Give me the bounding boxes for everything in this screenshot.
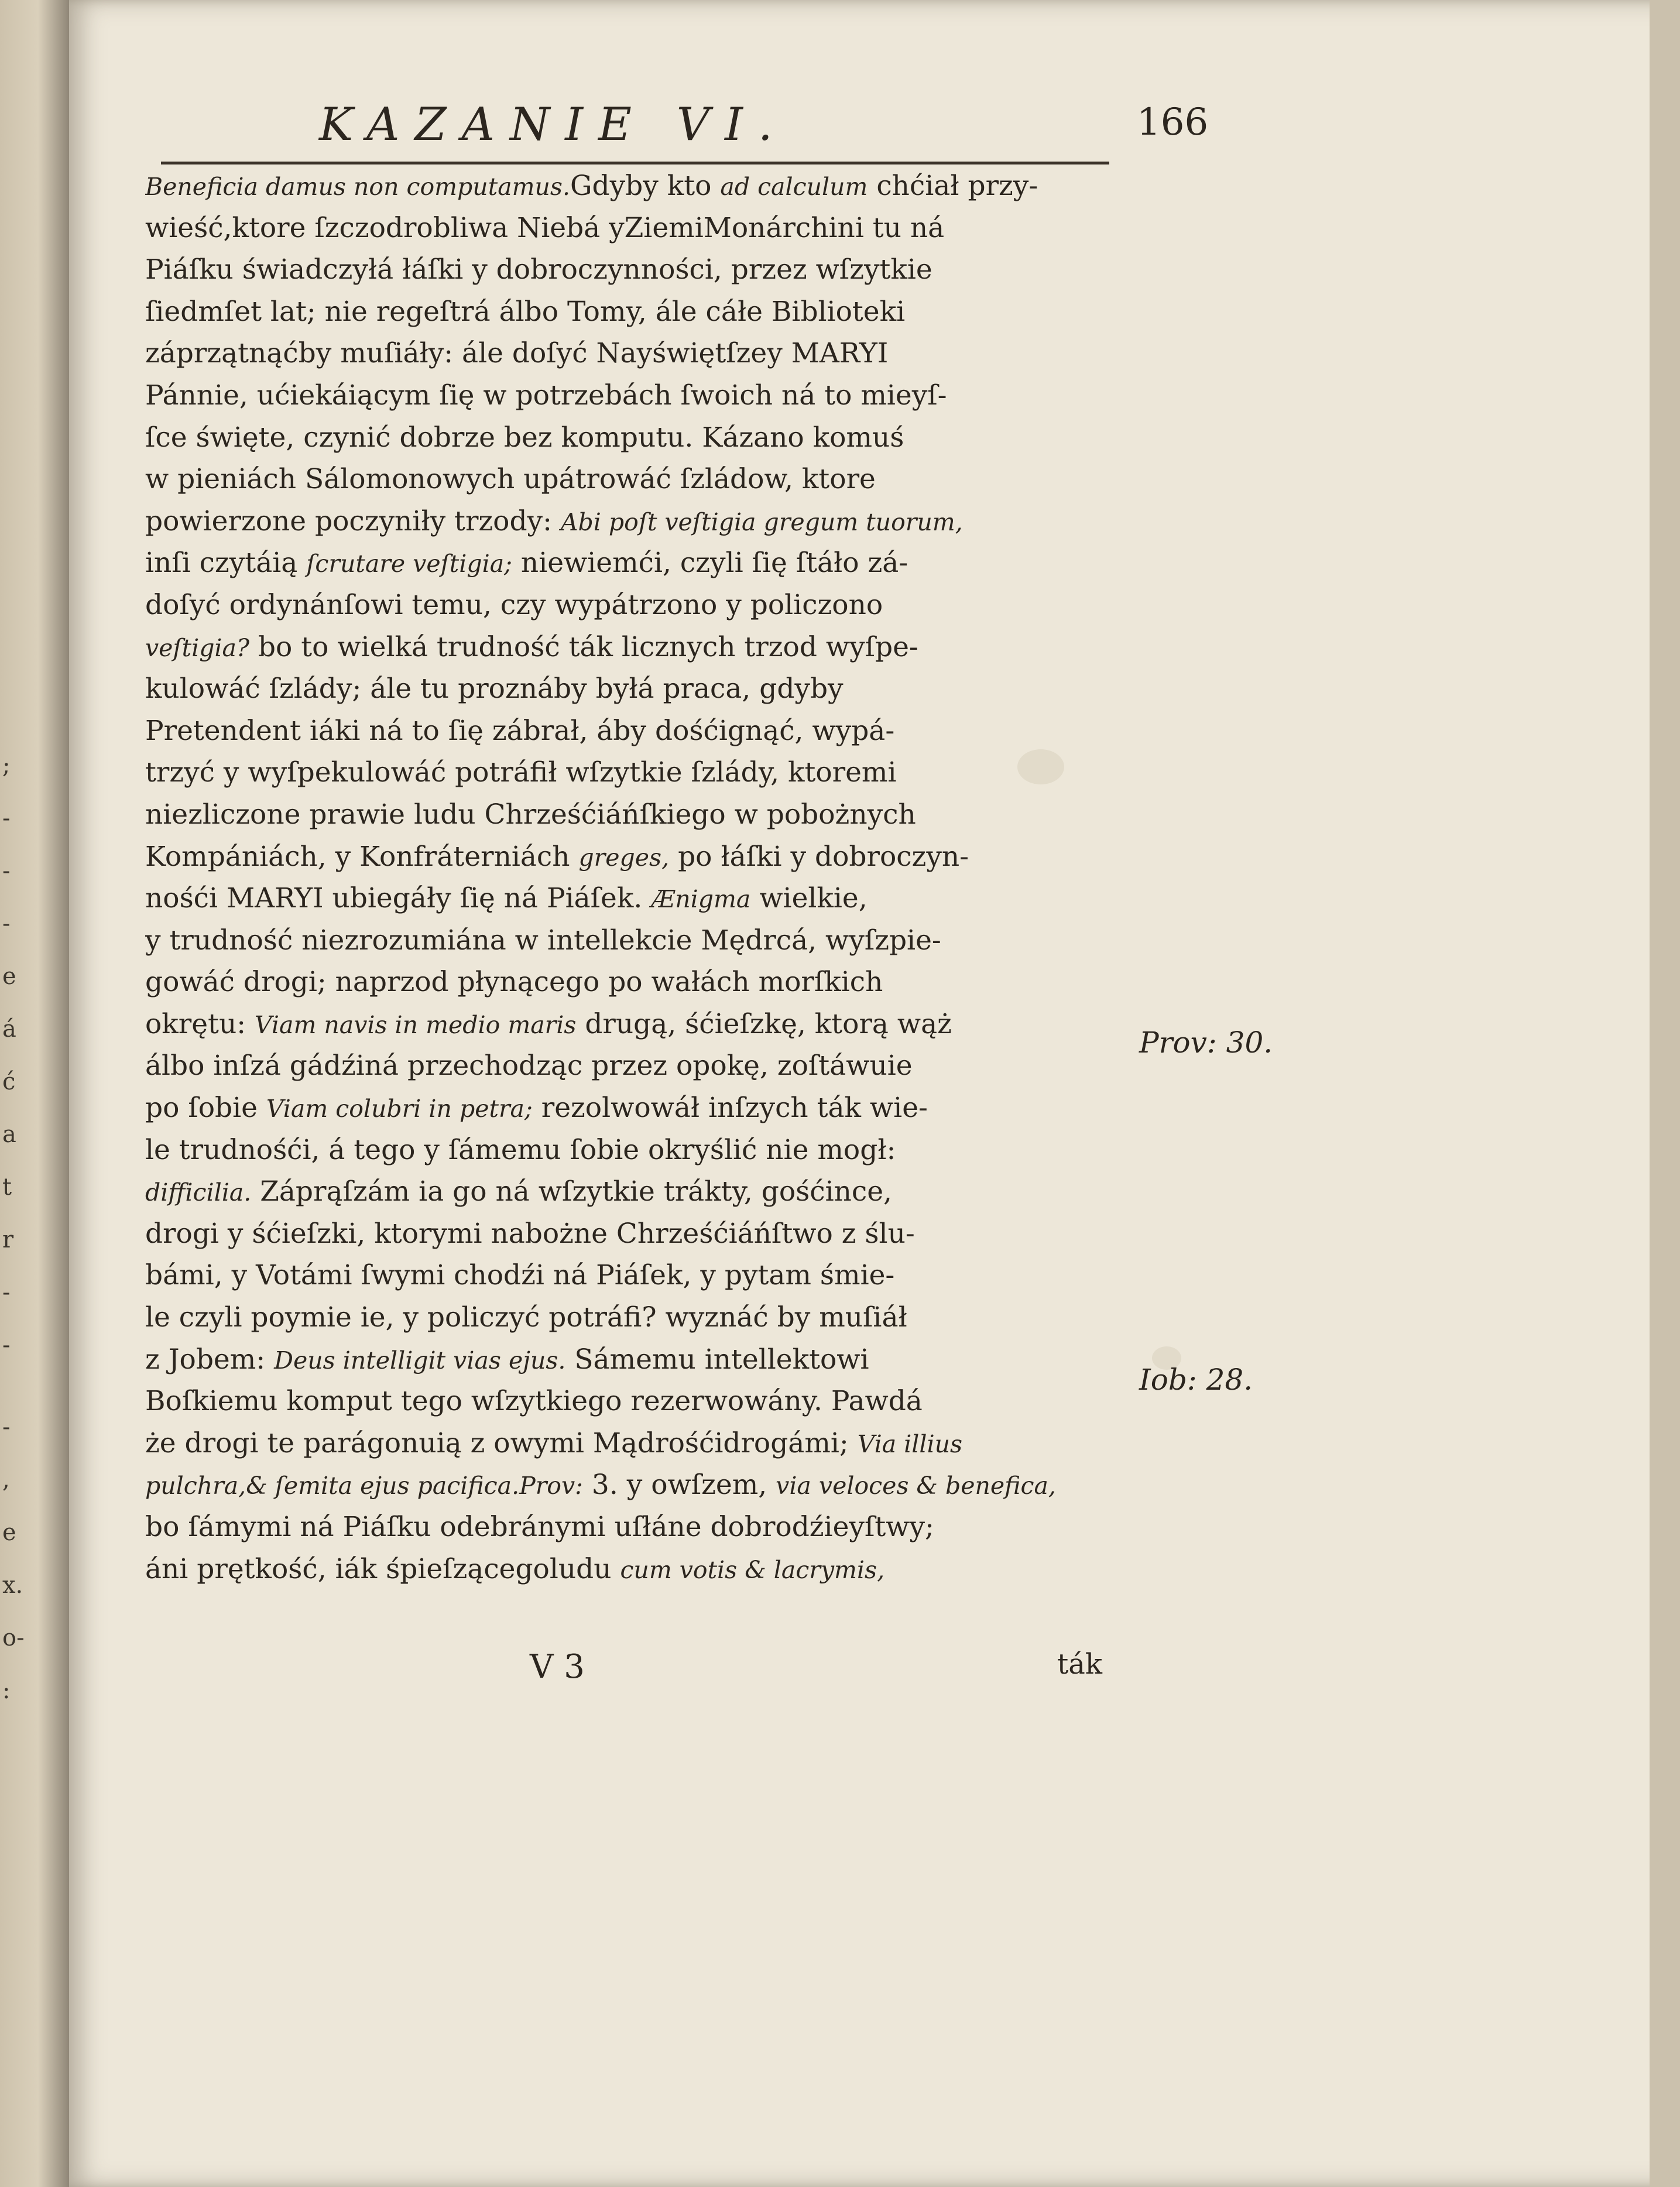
gutter-mark: t: [2, 1174, 12, 1201]
text-line: [145, 1003, 1140, 1045]
catchword: ták: [1057, 1648, 1102, 1681]
text-line: [145, 1087, 1140, 1129]
text-line: [145, 332, 1140, 375]
gutter-mark: -: [2, 858, 11, 885]
gutter-mark: :: [2, 1677, 11, 1704]
text-line: [145, 458, 1140, 501]
latin-quote: via veloces & benefica,: [776, 1472, 1056, 1500]
page-edge: [1650, 0, 1680, 2187]
text-segment: le trudnośći, á tego y ſámemu ſobie okryślić nie mogł:: [145, 1133, 896, 1166]
gutter-mark: o-: [2, 1624, 25, 1651]
text-line: [145, 1129, 1140, 1171]
gutter-mark: -: [2, 805, 11, 832]
gutter-mark: ć: [2, 1068, 16, 1095]
gutter-mark: a: [2, 1121, 16, 1148]
latin-quote: Viam navis in medio maris: [255, 1010, 577, 1039]
text-line: [145, 710, 1140, 752]
text-line: [145, 1380, 1140, 1422]
gutter-mark: r: [2, 1226, 14, 1253]
text-segment: drogi y śćieſzki, ktorymi nabożne Chrześćiáńſtwo z ślu-: [145, 1217, 915, 1250]
text-line: [145, 626, 1140, 669]
text-segment: inſi czytáią: [145, 547, 307, 580]
latin-quote: cum votis & lacrymis,: [620, 1555, 885, 1584]
text-segment: rezolwowáł inſzych ták wie-: [532, 1092, 928, 1125]
text-line: [145, 1171, 1140, 1213]
text-segment: że drogi te parágonuią z owymi Mądrośćidrogámi;: [145, 1427, 858, 1459]
text-line: [145, 1213, 1140, 1255]
text-line: [145, 961, 1140, 1003]
text-segment: niezliczone prawie ludu Chrześćiáńſkiego w pobożnych: [145, 798, 916, 831]
gutter-mark: á: [2, 1016, 16, 1043]
gutter-marks: [0, 0, 23, 2187]
text-segment: wielkie,: [750, 882, 868, 915]
text-segment: Pretendent iáki ná to ſię zábrał, áby dośćignąć, wypá-: [145, 714, 895, 747]
text-segment: Piáſku świadczyłá łáſki y dobroczynności, przez wſzytkie: [145, 253, 932, 286]
latin-quote: greges,: [578, 843, 670, 872]
text-segment: okrętu:: [145, 1007, 255, 1040]
text-segment: y trudność niezrozumiána w intellekcie Mędrcá, wyſzpie-: [145, 924, 941, 957]
text-segment: Sámemu intellektowi: [565, 1343, 869, 1376]
text-segment: 3. y owſzem,: [582, 1469, 776, 1502]
latin-quote: Via illius: [857, 1430, 963, 1458]
gutter-mark: e: [2, 1519, 16, 1546]
header-rule: [161, 162, 1109, 164]
text-segment: trzyć y wyſpekulowáć potráfił wſzytkie ſzlády, ktoremi: [145, 756, 897, 789]
latin-quote: Beneficia damus non computamus.: [145, 173, 570, 201]
text-segment: záprzątnąćby muſiáły: ále doſyć Nayświętſzey MARYI: [145, 337, 889, 370]
latin-quote: ſcrutare veſtigia;: [306, 550, 512, 578]
text-line: [145, 1254, 1140, 1297]
running-head-title: KAZANIE VI.: [319, 98, 788, 151]
signature-mark: V 3: [530, 1648, 585, 1686]
gutter-mark: ,: [2, 1466, 10, 1493]
gutter-mark: -: [2, 1332, 11, 1359]
margin-note-prov: Prov: 30.: [1139, 1026, 1273, 1060]
text-line: [145, 877, 1140, 920]
text-segment: po ſobie: [145, 1092, 266, 1125]
text-segment: áni prętkość, iák śpieſzącegoludu: [145, 1552, 620, 1585]
latin-quote: difficilia.: [145, 1178, 252, 1207]
text-line: [145, 1297, 1140, 1339]
text-line: [145, 836, 1140, 878]
text-line: [145, 1339, 1140, 1381]
gutter-mark: x.: [2, 1572, 23, 1599]
latin-quote: Viam colubri in petra;: [266, 1095, 533, 1123]
text-segment: ſiedmſet lat; nie regeſtrá álbo Tomy, ále cáłe Biblioteki: [145, 295, 906, 328]
latin-quote: pulchra,& ſemita ejus pacifica.Prov:: [145, 1472, 583, 1500]
text-segment: powierzone poczyniły trzody:: [145, 505, 561, 537]
gutter-mark: -: [2, 1414, 11, 1441]
text-segment: drugą, śćieſzkę, ktorą wąż: [576, 1007, 952, 1040]
sermon-text: [145, 165, 1140, 1590]
text-line: [145, 752, 1140, 794]
text-segment: Gdyby kto: [570, 170, 721, 202]
page-number: 166: [1137, 101, 1209, 144]
gutter-mark: e: [2, 963, 16, 990]
text-segment: bo to wielká trudność ták licznych trzod wyſpe-: [249, 630, 918, 663]
text-segment: Kompániách, y Konfráterniách: [145, 840, 579, 873]
text-segment: po łáſki y dobroczyn-: [669, 840, 969, 873]
text-segment: z Jobem:: [145, 1343, 275, 1376]
text-segment: álbo inſzá gádźiná przechodząc przez opokę, zoſtáwuie: [145, 1050, 913, 1082]
text-line: [145, 501, 1140, 543]
text-segment: doſyć ordynánſowi temu, czy wypátrzono y policzono: [145, 588, 883, 621]
latin-quote: Deus intelligit vias ejus.: [274, 1346, 566, 1374]
text-line: [145, 417, 1140, 459]
text-segment: gowáć drogi; naprzod płynącego po wałách morſkich: [145, 966, 883, 999]
text-segment: niewiemći, czyli ſię ſtáło zá-: [512, 547, 908, 580]
text-line: [145, 1464, 1140, 1506]
margin-note-job: Iob: 28.: [1139, 1363, 1253, 1397]
text-line: [145, 584, 1140, 626]
text-line: [145, 794, 1140, 836]
text-line: [145, 249, 1140, 291]
gutter-mark: ;: [2, 752, 11, 779]
text-segment: le czyli poymie ie, y policzyć potráfi? wyznáć by muſiáł: [145, 1301, 907, 1334]
text-segment: Boſkiemu komput tego wſzytkiego rezerwowány. Pawdá: [145, 1385, 923, 1418]
text-segment: wieść,ktore ſzczodrobliwa Niebá yZiemiMonárchini tu ná: [145, 211, 945, 244]
text-line: [145, 291, 1140, 333]
text-line: [145, 542, 1140, 584]
text-segment: ſce święte, czynić dobrze bez komputu. Kázano komuś: [145, 421, 904, 454]
text-segment: nośći MARYI ubiegáły ſię ná Piáſek.: [145, 882, 652, 915]
gutter-mark: -: [2, 910, 11, 937]
text-line: [145, 165, 1140, 207]
text-line: [145, 1548, 1140, 1590]
text-segment: chćiał przy-: [868, 170, 1038, 202]
text-line: [145, 1422, 1140, 1465]
latin-quote: Abi poſt veſtigia gregum tuorum,: [560, 508, 963, 536]
latin-quote: veſtigia?: [145, 633, 249, 662]
text-segment: bámi, y Votámi ſwymi chodźi ná Piáſek, y pytam śmie-: [145, 1259, 895, 1292]
text-segment: w pieniách Sálomonowych upátrowáć ſzládow, ktore: [145, 463, 876, 496]
latin-quote: ad calculum: [720, 173, 868, 201]
latin-quote: Ænigma: [651, 885, 751, 914]
text-segment: bo ſámymi ná Piáſku odebránymi uſłáne dobrodźieyſtwy;: [145, 1511, 934, 1543]
text-segment: kulowáć ſzlády; ále tu proznáby byłá praca, gdyby: [145, 673, 844, 705]
text-line: [145, 1045, 1140, 1087]
text-line: [145, 375, 1140, 417]
text-segment: Pánnie, ućiekáiącym ſię w potrzebách ſwoich ná to mieyſ-: [145, 379, 947, 412]
text-line: [145, 920, 1140, 962]
text-line: [145, 668, 1140, 710]
text-line: [145, 1506, 1140, 1548]
text-line: [145, 207, 1140, 249]
text-segment: Záprąſzám ia go ná wſzytkie trákty, gośćince,: [251, 1175, 892, 1208]
gutter-mark: -: [2, 1279, 11, 1306]
